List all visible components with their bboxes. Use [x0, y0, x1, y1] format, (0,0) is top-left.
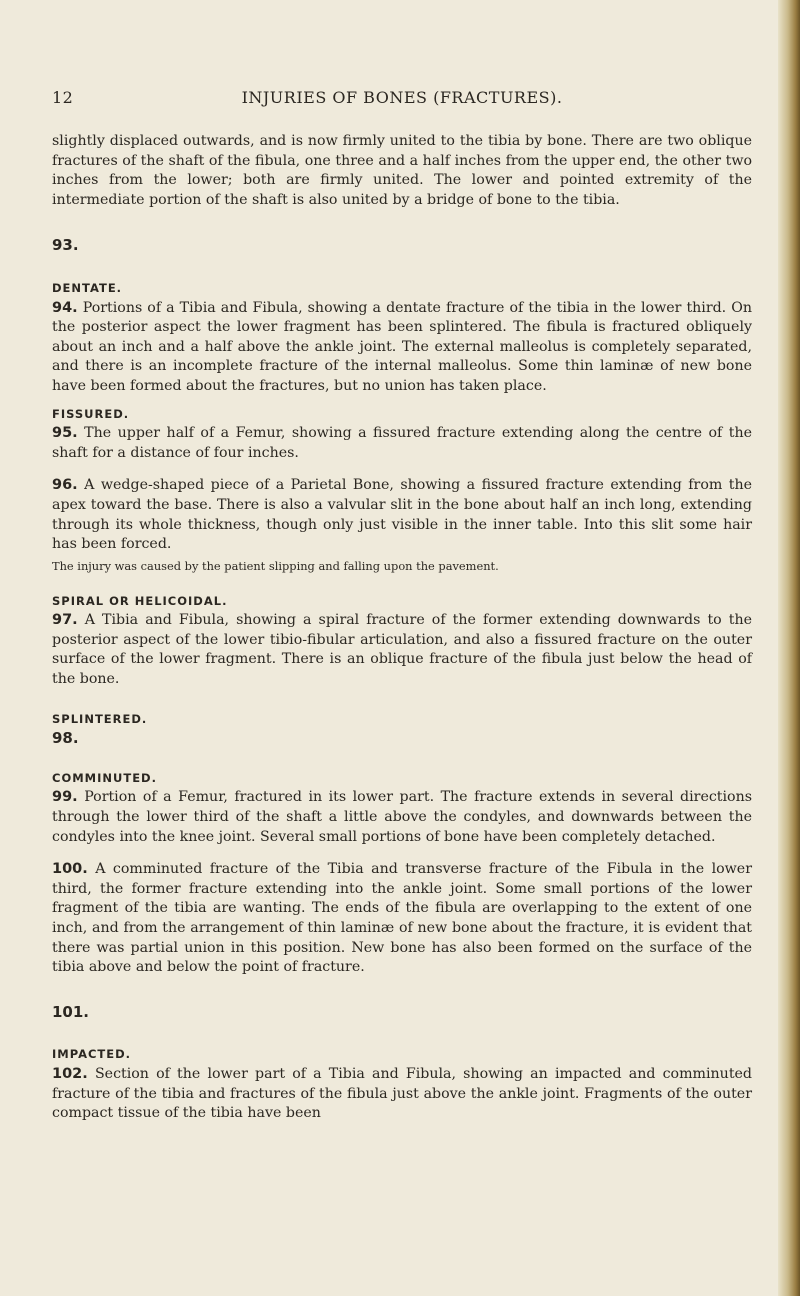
heading-comminuted: COMMINUTED. — [52, 770, 157, 785]
page-header-title: INJURIES OF BONES (FRACTURES). — [241, 88, 563, 107]
entry-95-number: 95. — [52, 425, 78, 442]
entry-101-number: 101. — [52, 1002, 90, 1021]
entry-94-text: Portions of a Tibia and Fibula, showing a dentate fracture of the tibia in the lower third. On the posterior aspect the lower fragment has been splintered. The fibula is fractured obliquely about an inch and a half above the ankle joint. The external malleolus is completely separated, and there is an incomplete fracture of the internal malleolus. Some thin laminæ of new bone have been formed about the fractures, but no union has taken place. — [52, 299, 753, 394]
entry-96-note: The injury was caused by the patient slipping and falling upon the pavement. — [52, 558, 499, 573]
entry-95 — [52, 424, 752, 463]
heading-impacted: IMPACTED. — [52, 1047, 132, 1062]
entry-97-number: 97. — [52, 612, 78, 629]
heading-fissured: FISSURED. — [52, 406, 130, 421]
entry-99-number: 99. — [52, 789, 78, 806]
entry-99 — [52, 788, 752, 847]
heading-spiral: SPIRAL OR HELICOIDAL. — [52, 593, 228, 608]
page-number: 12 — [52, 88, 74, 107]
entry-95-text: The upper half of a Femur, showing a fissured fracture extending along the centre of the shaft for a distance of four inches. — [52, 425, 752, 461]
page-edge-shadow — [778, 0, 800, 1296]
running-header — [52, 88, 752, 112]
page-body — [52, 132, 752, 1124]
heading-splintered: SPLINTERED. — [52, 711, 148, 726]
entry-97 — [52, 611, 752, 689]
entry-96-number: 96. — [52, 477, 78, 494]
entry-93-number: 93. — [52, 236, 79, 255]
entry-96 — [52, 476, 752, 554]
continuation-paragraph: slightly displaced outwards, and is now firmly united to the tibia by bone. There are two oblique fractures of the shaft of the fibula, one three and a half inches from the upper end, the other two inches from the lower; both are firmly united. The lower and pointed extremity of the intermediate portion of the shaft is also united by a bridge of bone to the tibia. — [52, 133, 752, 208]
entry-100-number: 100. — [52, 861, 88, 878]
entry-98-number: 98. — [52, 729, 79, 748]
entry-96-text: A wedge-shaped piece of a Parietal Bone, showing a fissured fracture extending from the apex toward the base. There is also a valvular slit in the bone about half an inch long, extending through its whole thickness, though only just visible in the inner table. Into this slit some hair has been forced. — [52, 477, 753, 553]
entry-102-number: 102. — [52, 1065, 88, 1082]
entry-94-number: 94. — [52, 299, 78, 316]
entry-94 — [52, 299, 752, 397]
entry-102-text: Section of the lower part of a Tibia and Fibula, showing an impacted and comminuted fracture of the tibia and fractures of the fibula just above the ankle joint. Fragments of the outer compact tissue of the tibia have been — [52, 1065, 752, 1122]
entry-100 — [52, 860, 752, 978]
entry-99-text: Portion of a Femur, fractured in its lower part. The fracture extends in several directions through the lower third of the shaft a little above the condyles, and downwards between the condyles into the knee joint. Several small portions of bone have been completely detached. — [52, 789, 752, 845]
entry-102 — [52, 1065, 752, 1124]
entry-97-text: A Tibia and Fibula, showing a spiral fracture of the former extending downwards to the posterior aspect of the lower tibio-fibular articulation, and also a fissured fracture on the outer surface of the lower fragment. There is an oblique fracture of the fibula just below the head of the bone. — [52, 612, 752, 688]
entry-100-text: A comminuted fracture of the Tibia and transverse fracture of the Fibula in the lower third, the former fracture extending into the ankle joint. Some small portions of the lower fragment of the tibia are wanting. The ends of the fibula are overlapping to the extent of one inch, and from the arrangement of thin laminæ of new bone about the fracture, it is evident that there was partial union in this position. New bone has also been formed on the surface of the tibia above and below the point of fracture. — [52, 861, 752, 976]
heading-dentate: DENTATE. — [52, 280, 123, 295]
